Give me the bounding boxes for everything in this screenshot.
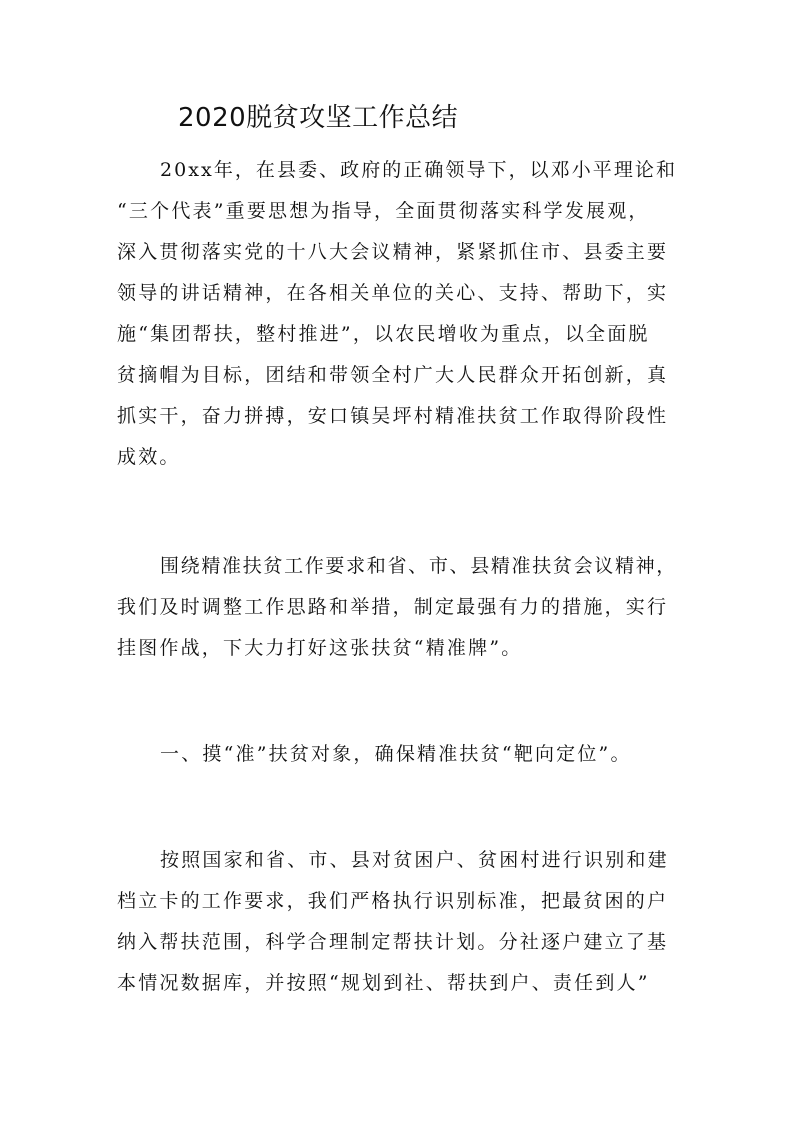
- paragraph-line: 一、摸“准”扶贫对象，确保精准扶贫“靶向定位”。: [160, 743, 632, 765]
- paragraph-3: [117, 840, 677, 1004]
- paragraph-2: [117, 546, 677, 669]
- paragraph-line: 深入贯彻落实党的十八大会议精神，紧紧抓住市、县委主要: [117, 241, 669, 263]
- document-title: 2020脱贫攻坚工作总结: [178, 103, 459, 133]
- paragraph-line: “三个代表”重要思想为指导，全面贯彻落实科学发展观，: [117, 200, 650, 222]
- paragraph-line: 领导的讲话精神，在各相关单位的关心、支持、帮助下，实: [117, 282, 669, 304]
- paragraph-line: 纳入帮扶范围，科学合理制定帮扶计划。分社逐户建立了基: [117, 931, 669, 953]
- paragraph-line: 我们及时调整工作思路和举措，制定最强有力的措施，实行: [117, 596, 669, 618]
- paragraph-1: [117, 150, 677, 478]
- paragraph-line: 本情况数据库，并按照“规划到社、帮扶到户、责任到人”: [117, 972, 650, 994]
- paragraph-line: 贫摘帽为目标，团结和带领全村广大人民群众开拓创新，真: [117, 364, 669, 386]
- paragraph-line: 成效。: [117, 446, 181, 468]
- paragraph-line: 20xx年，在县委、政府的正确领导下，以邓小平理论和: [160, 159, 677, 181]
- paragraph-line: 挂图作战，下大力打好这张扶贫“精准牌”。: [117, 637, 523, 659]
- paragraph-line: 档立卡的工作要求，我们严格执行识别标准，把最贫困的户: [117, 890, 669, 912]
- paragraph-line: 施“集团帮扶，整村推进”，以农民增收为重点，以全面脱: [117, 323, 650, 345]
- paragraph-line: 按照国家和省、市、县对贫困户、贫困村进行识别和建: [160, 849, 669, 871]
- paragraph-line: 抓实干，奋力拼搏，安口镇吴坪村精准扶贫工作取得阶段性: [117, 405, 669, 427]
- section-heading: [117, 734, 677, 775]
- paragraph-line: 围绕精准扶贫工作要求和省、市、县精准扶贫会议精神，: [160, 555, 677, 577]
